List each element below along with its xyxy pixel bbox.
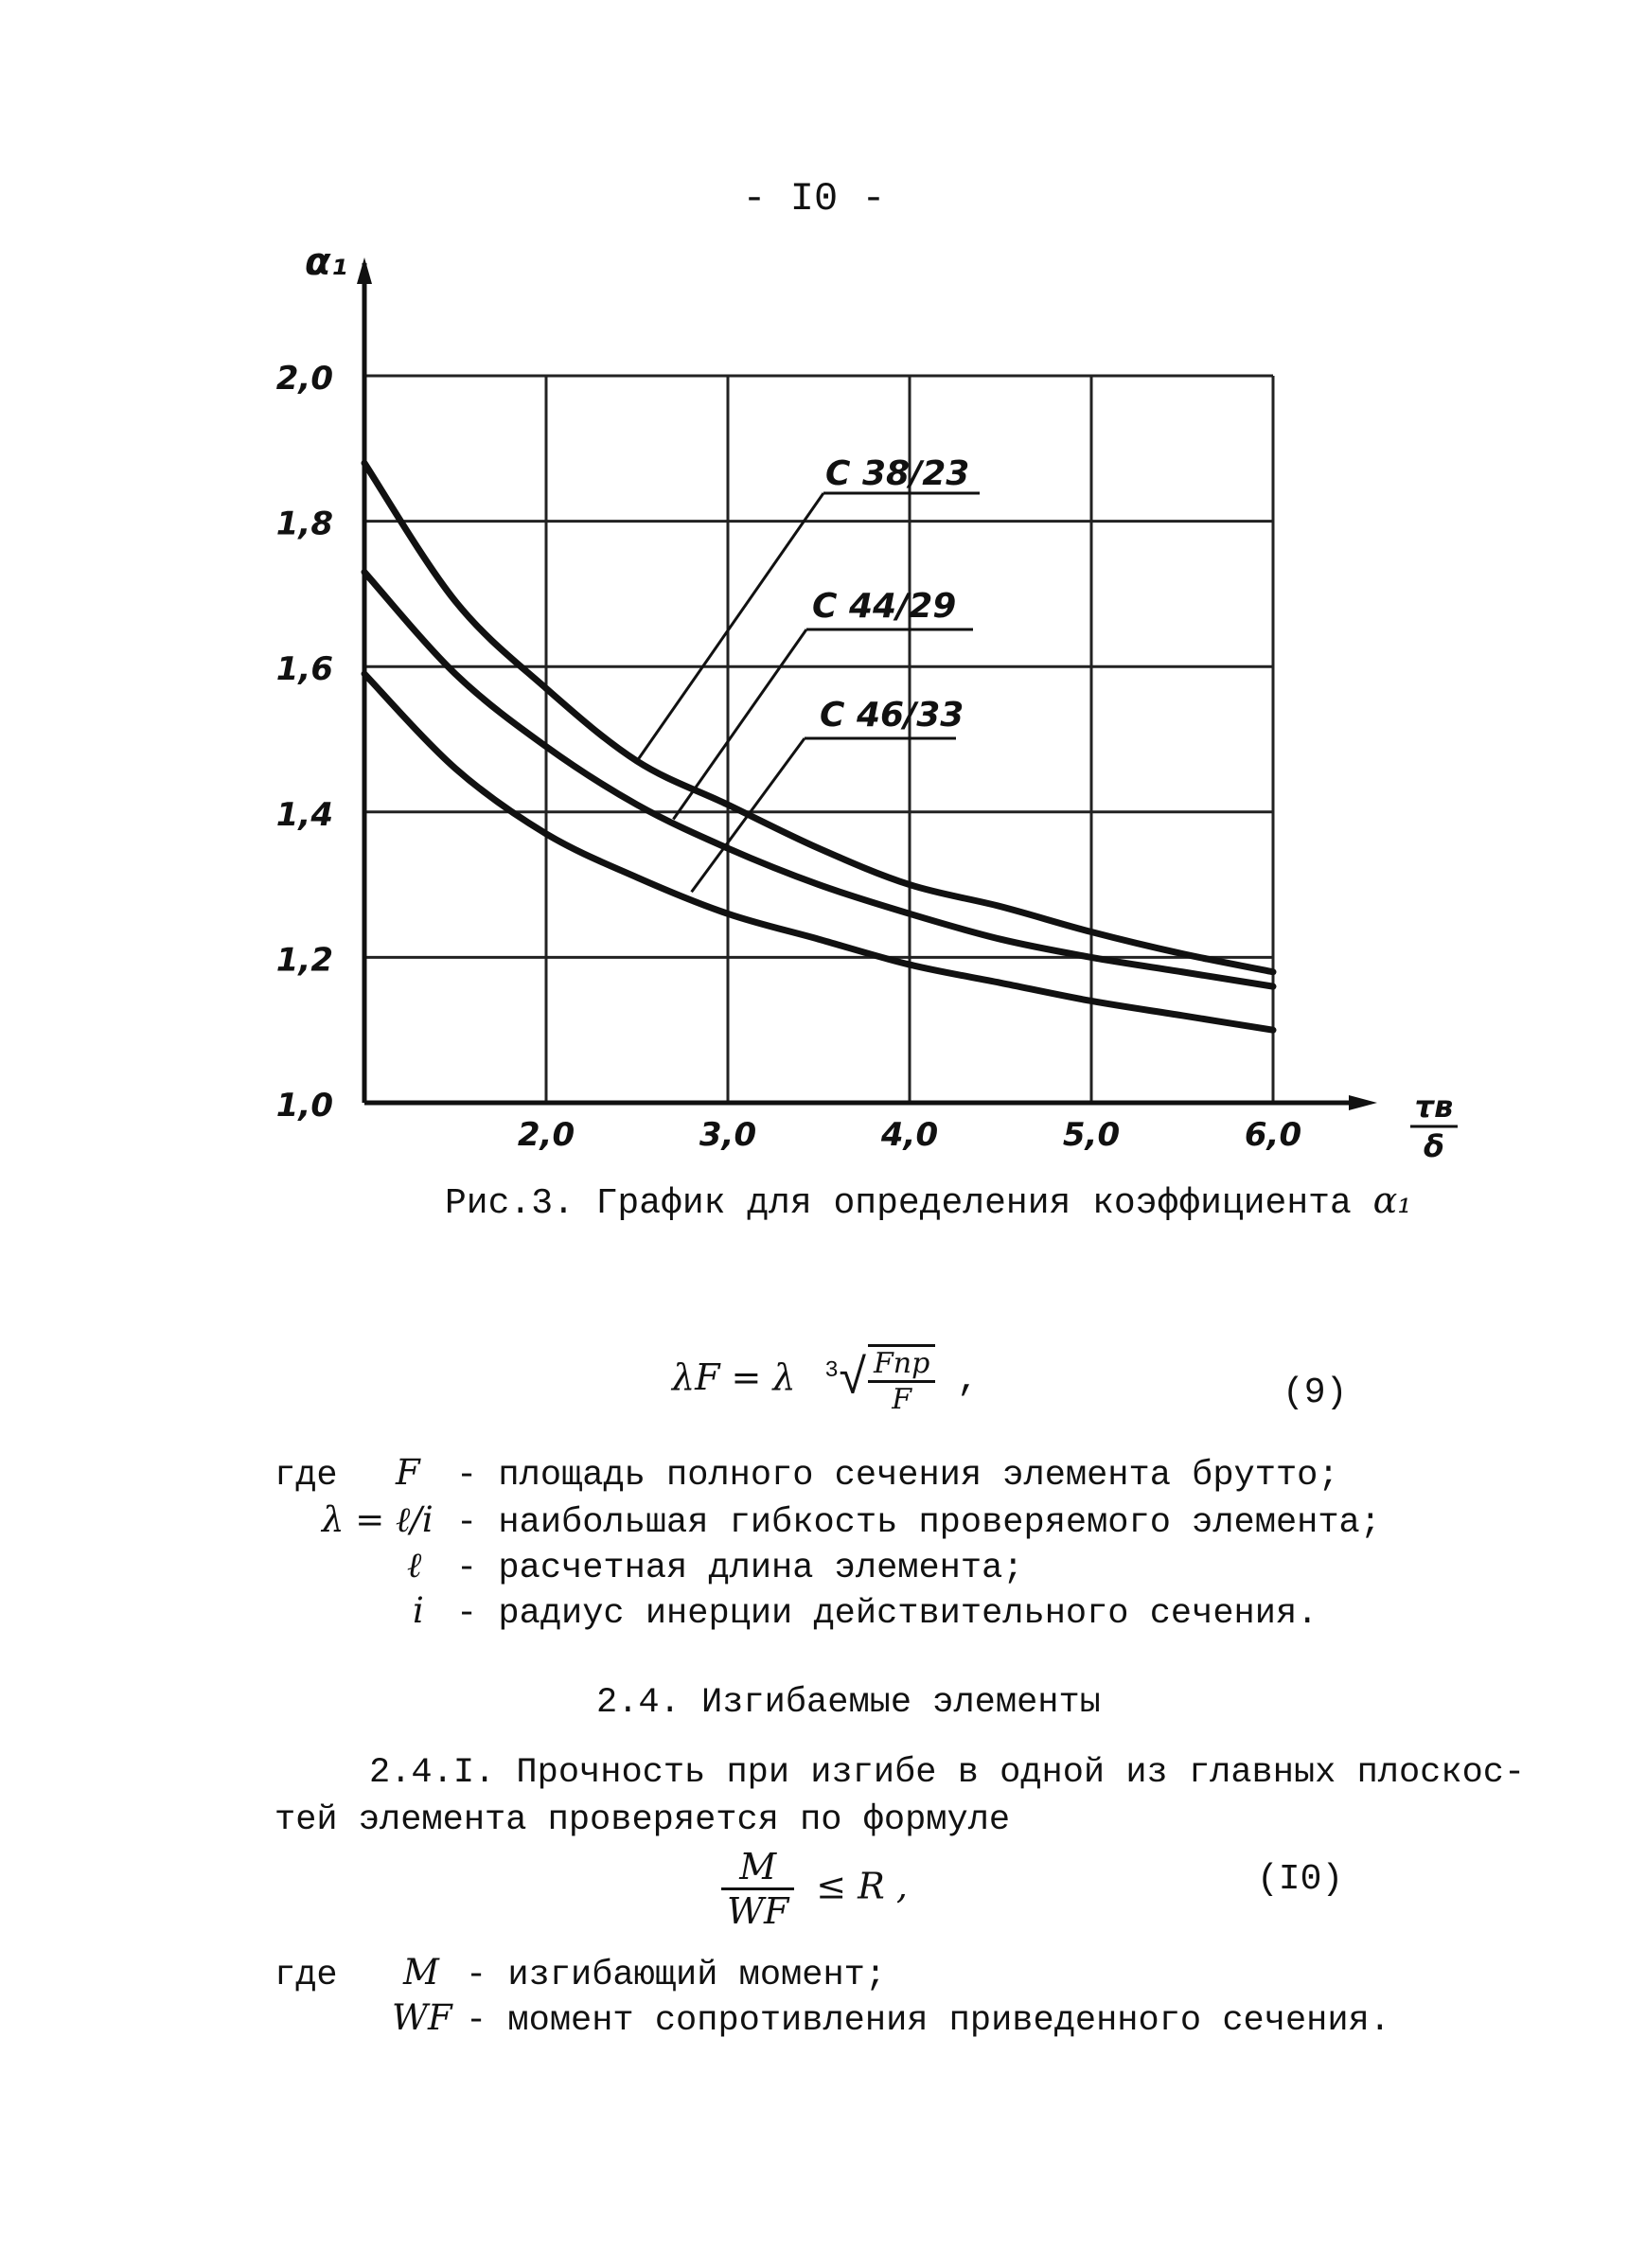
def-symbol-lambda: λ = ℓ/i bbox=[322, 1499, 434, 1540]
series-leader-line-2 bbox=[692, 738, 805, 892]
page-number: - I0 - bbox=[742, 176, 886, 221]
section-heading: 2.4. Изгибаемые элементы bbox=[596, 1683, 1101, 1723]
series-curve-0 bbox=[364, 463, 1273, 972]
def-text-f: - площадь полного сечения элемента брутто; bbox=[456, 1456, 1339, 1496]
x-tick-label-1: 3,0 bbox=[699, 1116, 757, 1154]
def-symbol-l: ℓ bbox=[407, 1545, 422, 1586]
y-axis-arrow bbox=[357, 257, 372, 284]
paragraph-line-1: 2.4.I. Прочность при изгибе в одной из главных плоскос- bbox=[369, 1753, 1526, 1793]
paragraph-line-2: тей элемента проверяется по формуле bbox=[274, 1800, 1011, 1840]
def-text-l: - расчетная длина элемента; bbox=[456, 1549, 1024, 1588]
defs1-where: где bbox=[274, 1456, 338, 1496]
series-leader-line-0 bbox=[637, 493, 823, 761]
y-axis-label: α₁ bbox=[305, 240, 347, 284]
series-label-2: С 46/33 bbox=[820, 696, 964, 735]
series-label-0: С 38/23 bbox=[825, 454, 970, 493]
def-symbol-m: M bbox=[403, 1952, 439, 1993]
eq10-fraction bbox=[721, 1846, 794, 1932]
def-symbol-wf: WF bbox=[392, 1997, 452, 2038]
y-tick-label-0: 1,0 bbox=[275, 1087, 333, 1125]
eq10-rhs: ≤ R , bbox=[816, 1865, 908, 1907]
x-tick-label-4: 6,0 bbox=[1244, 1116, 1302, 1154]
y-tick-label-5: 2,0 bbox=[275, 360, 333, 398]
x-axis-label-numerator: τв bbox=[1414, 1089, 1454, 1125]
eq10-denominator: WF bbox=[727, 1890, 789, 1932]
eq9-fraction bbox=[868, 1344, 935, 1416]
y-tick-label-1: 1,2 bbox=[275, 941, 333, 980]
equation-10 bbox=[721, 1846, 908, 1932]
x-tick-label-0: 2,0 bbox=[517, 1116, 575, 1154]
eq9-denominator: F bbox=[892, 1383, 912, 1416]
y-tick-label-3: 1,6 bbox=[275, 650, 333, 689]
eq9-numerator: Fпр bbox=[868, 1347, 935, 1383]
radical-sign: √ bbox=[838, 1352, 868, 1409]
eq10-numerator: M bbox=[721, 1846, 794, 1890]
x-axis-label-denominator: δ bbox=[1424, 1128, 1444, 1164]
figure-caption bbox=[445, 1179, 1411, 1224]
y-tick-label-2: 1,4 bbox=[275, 795, 333, 834]
def-text-i: - радиус инерции действительного сечения. bbox=[456, 1594, 1318, 1634]
def-text-m: - изгибающий момент; bbox=[466, 1956, 887, 1995]
series-label-1: С 44/29 bbox=[812, 587, 957, 626]
series-leader-line-1 bbox=[673, 629, 806, 819]
series-curve-1 bbox=[364, 572, 1273, 986]
x-axis-arrow bbox=[1349, 1095, 1377, 1110]
caption-symbol: α₁ bbox=[1372, 1179, 1412, 1221]
y-tick-label-4: 1,8 bbox=[275, 505, 333, 543]
equation-9 bbox=[672, 1344, 979, 1416]
eq9-lhs: λF = λ bbox=[672, 1356, 796, 1399]
def-text-wf: - момент сопротивления приведенного сечения. bbox=[466, 2001, 1390, 2041]
def-symbol-i: i bbox=[413, 1590, 424, 1631]
defs2-where: где bbox=[274, 1956, 338, 1995]
eq9-root-index: 3 bbox=[824, 1358, 839, 1385]
def-symbol-f: F bbox=[396, 1452, 420, 1493]
equation-9-number: (9) bbox=[1283, 1373, 1348, 1413]
series-curve-2 bbox=[364, 674, 1273, 1030]
caption-text: Рис.3. График для определения коэффициента bbox=[445, 1183, 1352, 1224]
eq9-tail: , bbox=[957, 1360, 979, 1402]
x-tick-label-3: 5,0 bbox=[1062, 1116, 1121, 1154]
equation-10-number: (I0) bbox=[1257, 1859, 1344, 1900]
x-tick-label-2: 4,0 bbox=[880, 1116, 939, 1154]
def-text-lambda: - наибольшая гибкость проверяемого элемента; bbox=[456, 1503, 1381, 1543]
